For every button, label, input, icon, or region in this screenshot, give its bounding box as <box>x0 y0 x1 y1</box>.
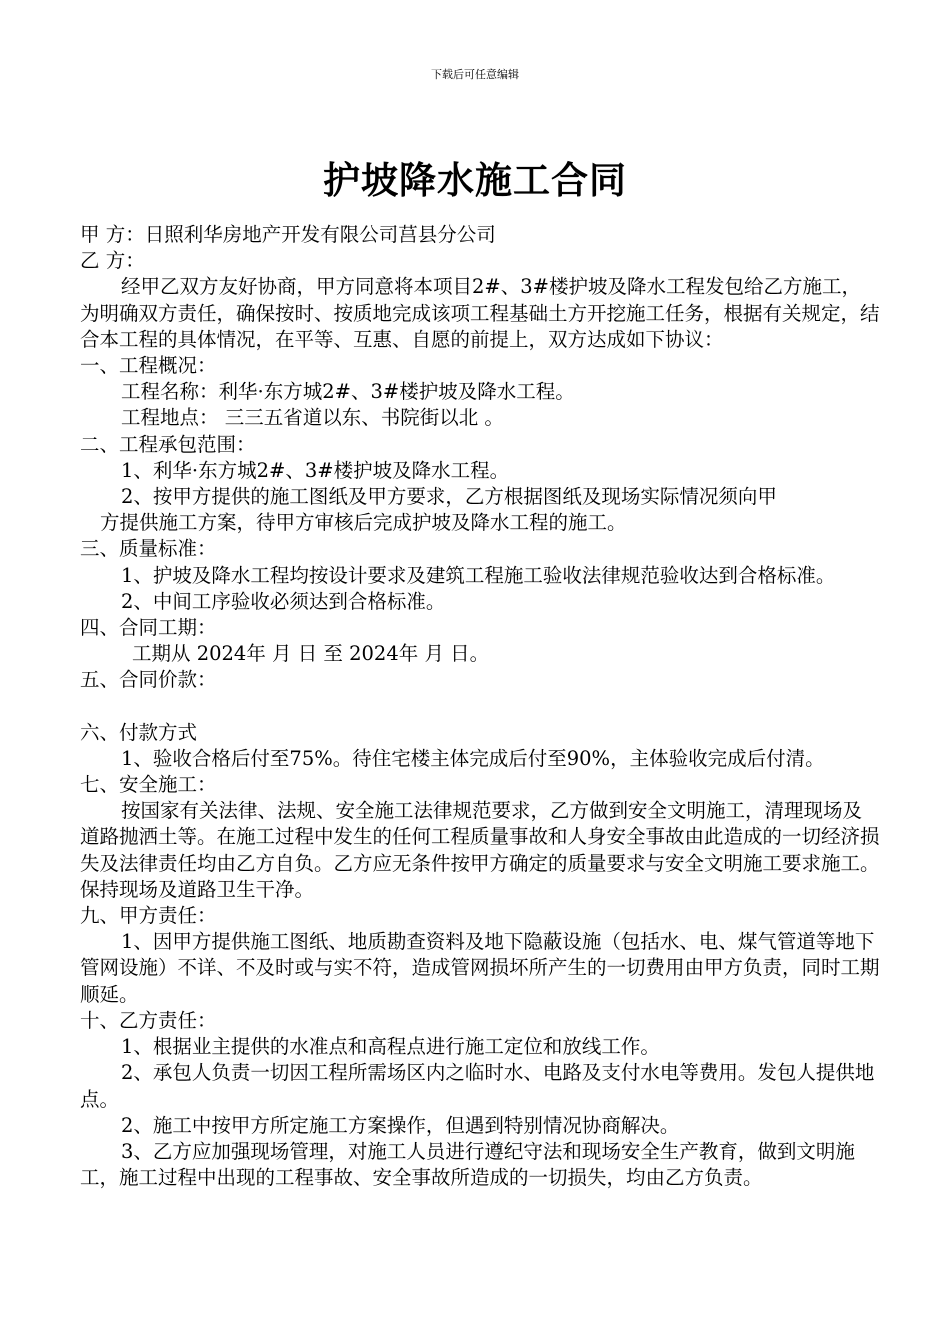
header-note: 下载后可任意编辑 <box>431 68 519 81</box>
section-4-heading: 四、合同工期： <box>80 616 217 640</box>
party-a-duty-1: 1、因甲方提供施工图纸、地质勘查资料及地下隐蔽设施（包括水、电、煤气管道等地下管网设施）不详、不及时或与实不符，造成管网损坏所产生的一切费用由甲方负责，同时工期顺延。 <box>80 930 880 1006</box>
section-2-heading: 二、工程承包范围： <box>80 432 256 456</box>
section-5-heading: 五、合同价款： <box>80 668 217 692</box>
scope-item-2b: 方提供施工方案，待甲方审核后完成护坡及降水工程的施工。 <box>100 511 627 535</box>
section-6-heading: 六、付款方式 <box>80 720 198 744</box>
quality-item-2: 2、中间工序验收必须达到合格标准。 <box>121 589 446 613</box>
project-name: 工程名称：利华·东方城2#、3#楼护坡及降水工程。 <box>121 380 575 404</box>
party-b: 乙 方： <box>80 249 145 273</box>
party-b-duty-3: 2、施工中按甲方所定施工方案操作，但遇到特别情况协商解决。 <box>121 1113 680 1137</box>
party-b-duty-2: 2、承包人负责一切因工程所需场区内之临时水、电路及支付水电等费用。发包人提供地点。 <box>80 1061 875 1111</box>
quality-item-1: 1、护坡及降水工程均按设计要求及建筑工程施工验收法律规范验收达到合格标准。 <box>121 563 836 587</box>
price-blank <box>80 694 880 720</box>
document-title: 护坡降水施工合同 <box>323 159 627 202</box>
scope-item-2a: 2、按甲方提供的施工图纸及甲方要求，乙方根据图纸及现场实际情况须向甲 <box>121 485 777 509</box>
party-b-duty-4: 3、乙方应加强现场管理，对施工人员进行遵纪守法和现场安全生产教育，做到文明施工，施工过程中出现的工程事故、安全事故所造成的一切损失，均由乙方负责。 <box>80 1139 855 1190</box>
project-location: 工程地点： 三三五省道以东、书院街以北 。 <box>121 406 504 430</box>
safety-text: 按国家有关法律、法规、安全施工法律规范要求，乙方做到安全文明施工，清理现场及道路抛洒土等。在施工过程中发生的任何工程质量事故和人身安全事故由此造成的一切经济损失及法律责任均由乙方自负。乙方应无条件按甲方确定的质量要求与安全文明施工要求施工。保持现场及道路卫生干净。 <box>80 799 880 901</box>
party-a: 甲 方：日照利华房地产开发有限公司莒县分公司 <box>80 223 496 246</box>
construction-period: 工期从 2024年 月 日 至 2024年 月 日。 <box>132 642 490 666</box>
party-b-duty-1: 1、根据业主提供的水准点和高程点进行施工定位和放线工作。 <box>121 1035 660 1059</box>
section-7-heading: 七、安全施工： <box>80 773 217 797</box>
scope-item-1: 1、利华·东方城2#、3#楼护坡及降水工程。 <box>121 458 510 482</box>
payment-item-1: 1、验收合格后付至75%。待住宅楼主体完成后付至90%，主体验收完成后付清。 <box>121 746 825 770</box>
section-3-heading: 三、质量标准： <box>80 537 217 561</box>
section-10-heading: 十、乙方责任： <box>80 1008 217 1032</box>
section-9-heading: 九、甲方责任： <box>80 904 217 928</box>
section-1-heading: 一、工程概况： <box>80 354 217 378</box>
contract-body <box>80 222 880 1191</box>
intro-paragraph: 经甲乙双方友好协商，甲方同意将本项目2#、3#楼护坡及降水工程发包给乙方施工，为明确双方责任，确保按时、按质地完成该项工程基础土方开挖施工任务，根据有关规定，结合本工程的具体情况，在平等、互惠、自愿的前提上，双方达成如下协议： <box>80 275 880 351</box>
